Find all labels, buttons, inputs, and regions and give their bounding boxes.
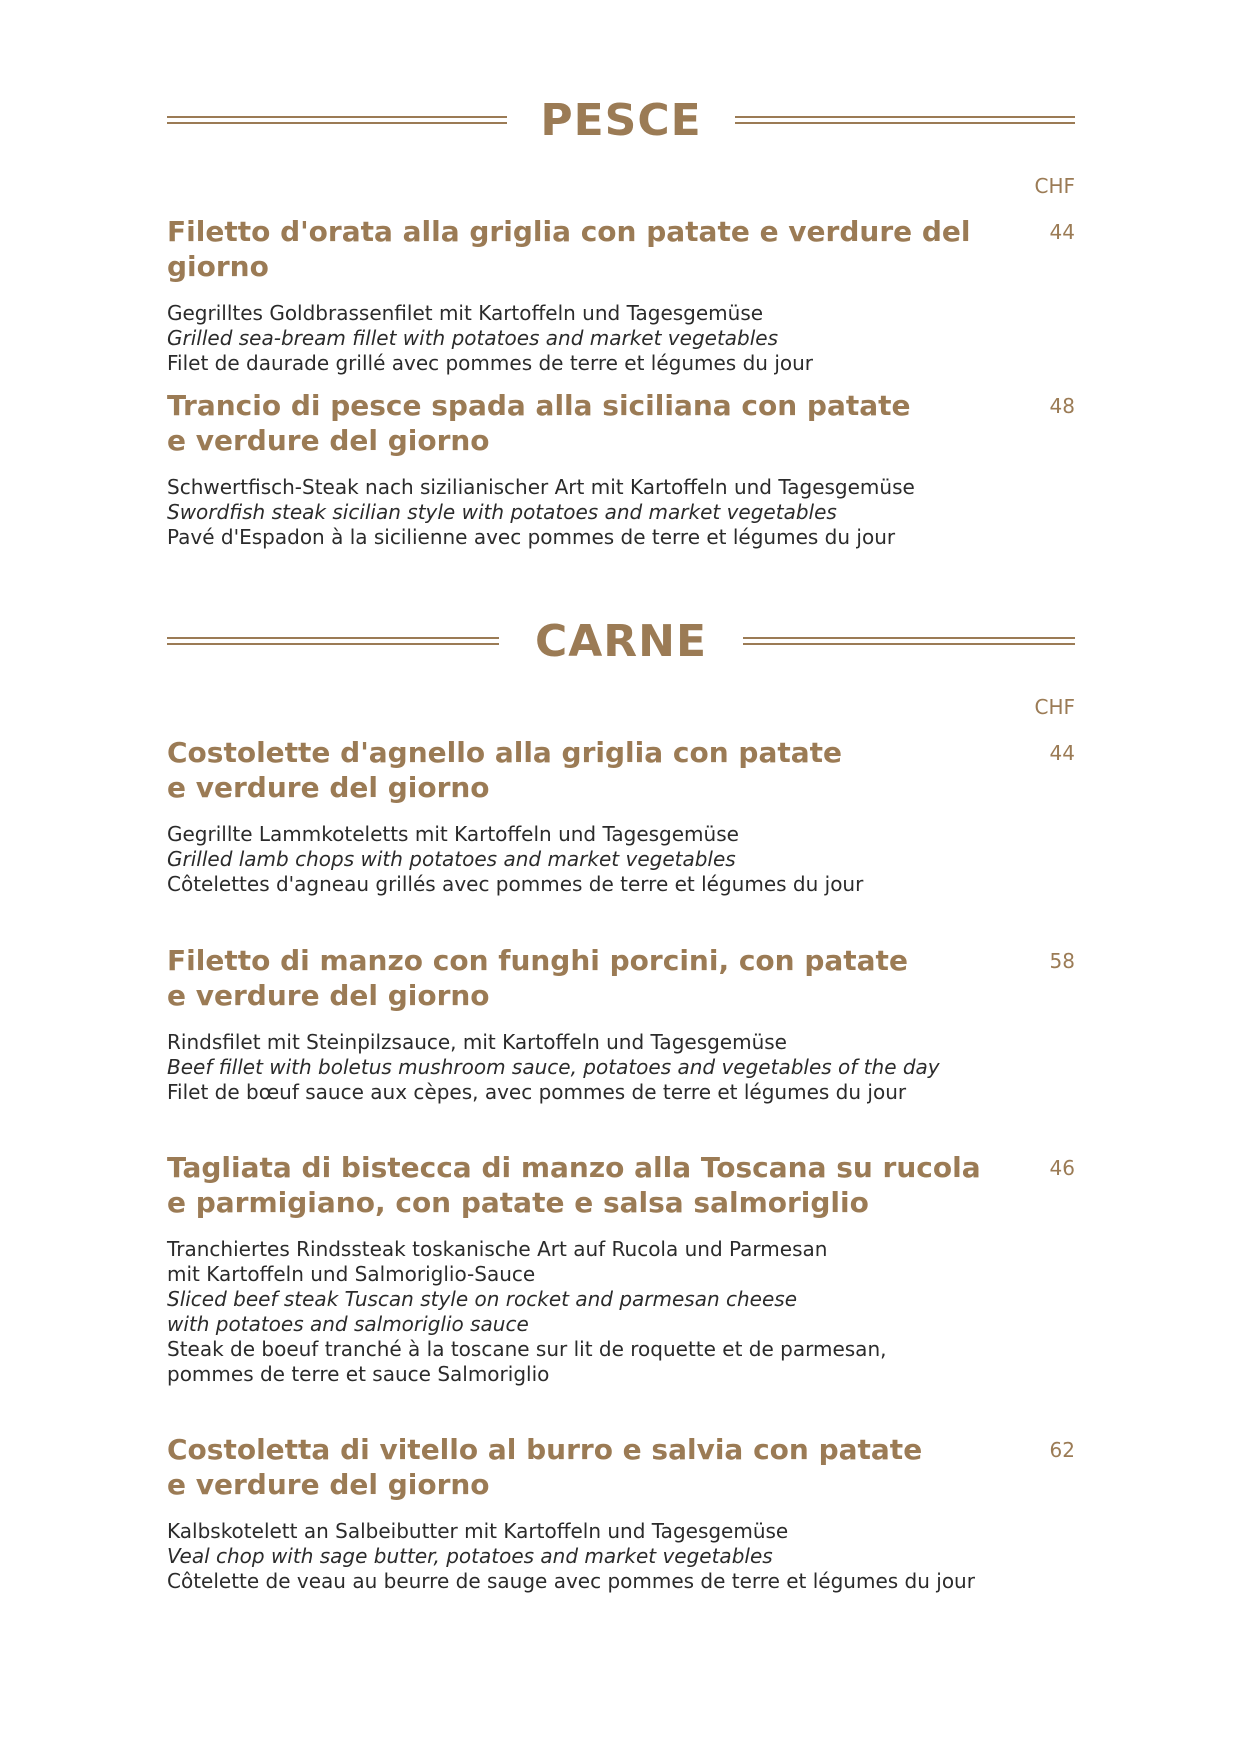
item-price: 58 [1049, 949, 1075, 973]
item-description [167, 475, 1067, 550]
desc-de: Gegrilltes Goldbrassenfilet mit Kartoffeln und Tagesgemüse [167, 301, 764, 325]
item-title [167, 735, 1017, 805]
item-title-line: e verdure del giorno [167, 979, 490, 1012]
desc-fr: Filet de daurade grillé avec pommes de terre et légumes du jour [167, 351, 814, 375]
item-title [167, 388, 1017, 458]
desc-de: Gegrillte Lammkoteletts mit Kartoffeln und Tagesgemüse [167, 822, 739, 846]
menu-item [167, 1432, 1075, 1594]
section-carne [167, 611, 1075, 1593]
item-title-line: e parmigiano, con patate e salsa salmoriglio [167, 1186, 869, 1219]
desc-de: mit Kartoffeln und Salmoriglio-Sauce [167, 1262, 536, 1286]
section-title: PESCE [540, 95, 702, 146]
desc-fr: pommes de terre et sauce Salmoriglio [167, 1362, 550, 1386]
item-price: 48 [1049, 394, 1075, 418]
item-title-line: Trancio di pesce spada alla siciliana con patate [167, 389, 911, 422]
item-description [167, 1519, 1067, 1594]
item-title-line: Costoletta di vitello al burro e salvia con patate [167, 1433, 923, 1466]
desc-de: Kalbskotelett an Salbeibutter mit Kartoffeln und Tagesgemüse [167, 1519, 789, 1543]
divider-right [735, 116, 1075, 124]
section-title: CARNE [534, 616, 708, 667]
desc-de: Rindsfilet mit Steinpilzsauce, mit Kartoffeln und Tagesgemüse [167, 1030, 787, 1054]
desc-de: Schwertfisch-Steak nach sizilianischer Art mit Kartoffeln und Tagesgemüse [167, 475, 915, 499]
currency-label: CHF [1034, 695, 1075, 719]
desc-fr: Pavé d'Espadon à la sicilienne avec pommes de terre et légumes du jour [167, 525, 896, 549]
item-description [167, 301, 1067, 376]
menu-item [167, 388, 1075, 550]
desc-de: Tranchiertes Rindssteak toskanische Art auf Rucola und Parmesan [167, 1237, 828, 1261]
desc-en: Veal chop with sage butter, potatoes and market vegetables [167, 1544, 773, 1568]
item-description [167, 822, 1067, 897]
desc-en: Grilled sea-bream fillet with potatoes and market vegetables [167, 326, 779, 350]
item-title-line: e verdure del giorno [167, 771, 490, 804]
section-pesce [167, 90, 1075, 549]
menu-item [167, 214, 1075, 376]
item-title [167, 943, 1017, 1013]
item-price: 46 [1049, 1156, 1075, 1180]
section-header [167, 611, 1075, 673]
item-title [167, 1432, 1017, 1502]
item-price: 44 [1049, 220, 1075, 244]
desc-en: Sliced beef steak Tuscan style on rocket and parmesan cheese [167, 1287, 797, 1311]
currency-label: CHF [1034, 174, 1075, 198]
item-description [167, 1030, 1067, 1105]
item-price: 62 [1049, 1438, 1075, 1462]
desc-en: Grilled lamb chops with potatoes and market vegetables [167, 847, 736, 871]
item-price: 44 [1049, 741, 1075, 765]
item-title-line: e verdure del giorno [167, 424, 490, 457]
menu-item [167, 735, 1075, 897]
item-title-line: e verdure del giorno [167, 1468, 490, 1501]
desc-fr: Côtelettes d'agneau grillés avec pommes de terre et légumes du jour [167, 872, 864, 896]
item-title [167, 1150, 1017, 1220]
item-title-line: Filetto di manzo con funghi porcini, con patate [167, 944, 908, 977]
item-title-line: Tagliata di bistecca di manzo alla Toscana su rucola [167, 1151, 981, 1184]
desc-en: Swordfish steak sicilian style with potatoes and market vegetables [167, 500, 837, 524]
menu-item [167, 943, 1075, 1105]
desc-fr: Côtelette de veau au beurre de sauge avec pommes de terre et légumes du jour [167, 1569, 975, 1593]
desc-en: Beef fillet with boletus mushroom sauce, potatoes and vegetables of the day [167, 1055, 940, 1079]
desc-fr: Steak de boeuf tranché à la toscane sur lit de roquette et de parmesan, [167, 1337, 887, 1361]
item-title: Filetto d'orata alla griglia con patate e verdure del giorno [167, 215, 971, 283]
item-title-line: Costolette d'agnello alla griglia con patate [167, 736, 842, 769]
item-description [167, 1237, 1067, 1387]
menu-item [167, 1150, 1075, 1387]
divider-right [743, 637, 1075, 645]
section-header [167, 90, 1075, 152]
desc-en: with potatoes and salmoriglio sauce [167, 1312, 529, 1336]
desc-fr: Filet de bœuf sauce aux cèpes, avec pommes de terre et légumes du jour [167, 1080, 907, 1104]
